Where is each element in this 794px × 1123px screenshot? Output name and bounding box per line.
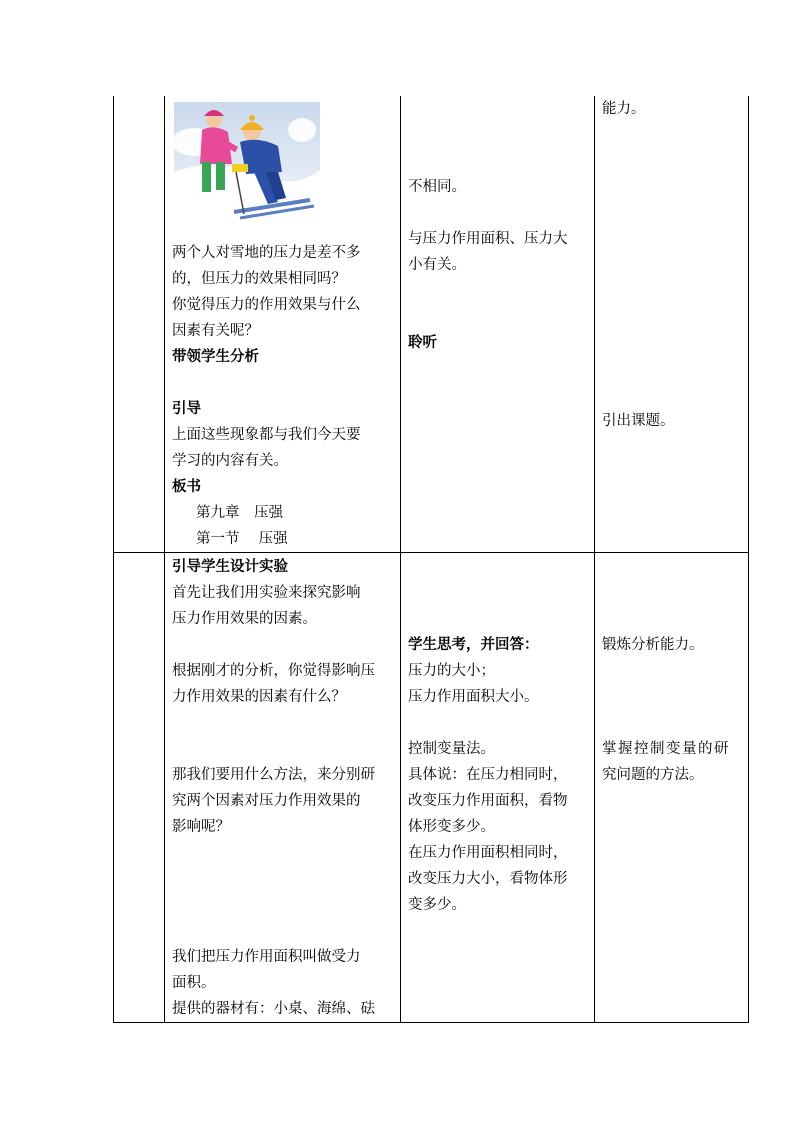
method-detail-5: 改变压力大小，看物体形 [408, 871, 568, 887]
method-detail-3: 体形变多少。 [408, 819, 495, 835]
row-divider [113, 552, 749, 553]
row2-p1-line-2: 压力作用效果的因素。 [172, 611, 317, 627]
lead-analysis-heading: 带领学生分析 [172, 349, 259, 365]
table-border-right [748, 96, 749, 1023]
row2-p3-line-2: 究两个因素对压力作用效果的 [172, 793, 361, 809]
answer-pressure-size: 压力的大小； [408, 663, 495, 679]
guide-heading: 引导 [172, 401, 201, 417]
snow-scene-illustration [174, 102, 320, 224]
row2-p3-line-1: 那我们要用什么方法，来分别研 [172, 767, 375, 783]
row2-p4-line-1: 我们把压力作用面积叫做受力 [172, 949, 361, 965]
question-line-2: 的，但压力的效果相同吗？ [172, 271, 346, 287]
intro-topic-text: 引出课题。 [602, 413, 675, 429]
ability-text: 能力。 [602, 101, 646, 117]
question-line-4: 因素有关呢？ [172, 323, 259, 339]
question-line-3: 你觉得压力的作用效果与什么 [172, 297, 361, 313]
master-method-line-1: 掌握控制变量的研 [602, 741, 730, 757]
row2-p4-line-2: 面积。 [172, 975, 216, 991]
column-divider-2 [400, 96, 401, 1023]
table-border-left [113, 96, 114, 1023]
answer-related-line-2: 小有关。 [408, 257, 466, 273]
row2-p5-line-1: 提供的器材有：小桌、海绵、砝 [172, 1001, 375, 1017]
column-divider-1 [164, 96, 165, 1023]
guide-line-2: 学习的内容有关。 [172, 453, 288, 469]
board-chapter: 第九章 压强 [196, 505, 283, 521]
board-section: 第一节 压强 [196, 531, 288, 547]
control-variable-method: 控制变量法。 [408, 741, 495, 757]
answer-area-size: 压力作用面积大小。 [408, 689, 539, 705]
row2-p1-line-1: 首先让我们用实验来探究影响 [172, 585, 361, 601]
row2-p2-line-2: 力作用效果的因素有什么？ [172, 689, 346, 705]
method-detail-4: 在压力作用面积相同时， [408, 845, 568, 861]
listen-label: 聆听 [408, 335, 437, 351]
row2-p2-line-1: 根据刚才的分析，你觉得影响压 [172, 663, 375, 679]
answer-not-same: 不相同。 [408, 179, 466, 195]
method-detail-1: 具体说：在压力相同时， [408, 767, 568, 783]
guide-line-1: 上面这些现象都与我们今天要 [172, 427, 361, 443]
column-divider-3 [594, 96, 595, 1023]
train-analysis-text: 锻炼分析能力。 [602, 637, 704, 653]
method-detail-6: 变多少。 [408, 897, 466, 913]
answer-related-line-1: 与压力作用面积、压力大 [408, 231, 568, 247]
question-line-1: 两个人对雪地的压力是差不多 [172, 245, 361, 261]
board-heading: 板书 [172, 479, 201, 495]
student-think-heading: 学生思考，并回答： [408, 637, 539, 653]
row2-p3-line-3: 影响呢？ [172, 819, 230, 835]
table-border-bottom [113, 1022, 749, 1023]
method-detail-2: 改变压力作用面积，看物 [408, 793, 568, 809]
master-method-line-2: 究问题的方法。 [602, 767, 704, 783]
design-experiment-heading: 引导学生设计实验 [172, 559, 288, 575]
